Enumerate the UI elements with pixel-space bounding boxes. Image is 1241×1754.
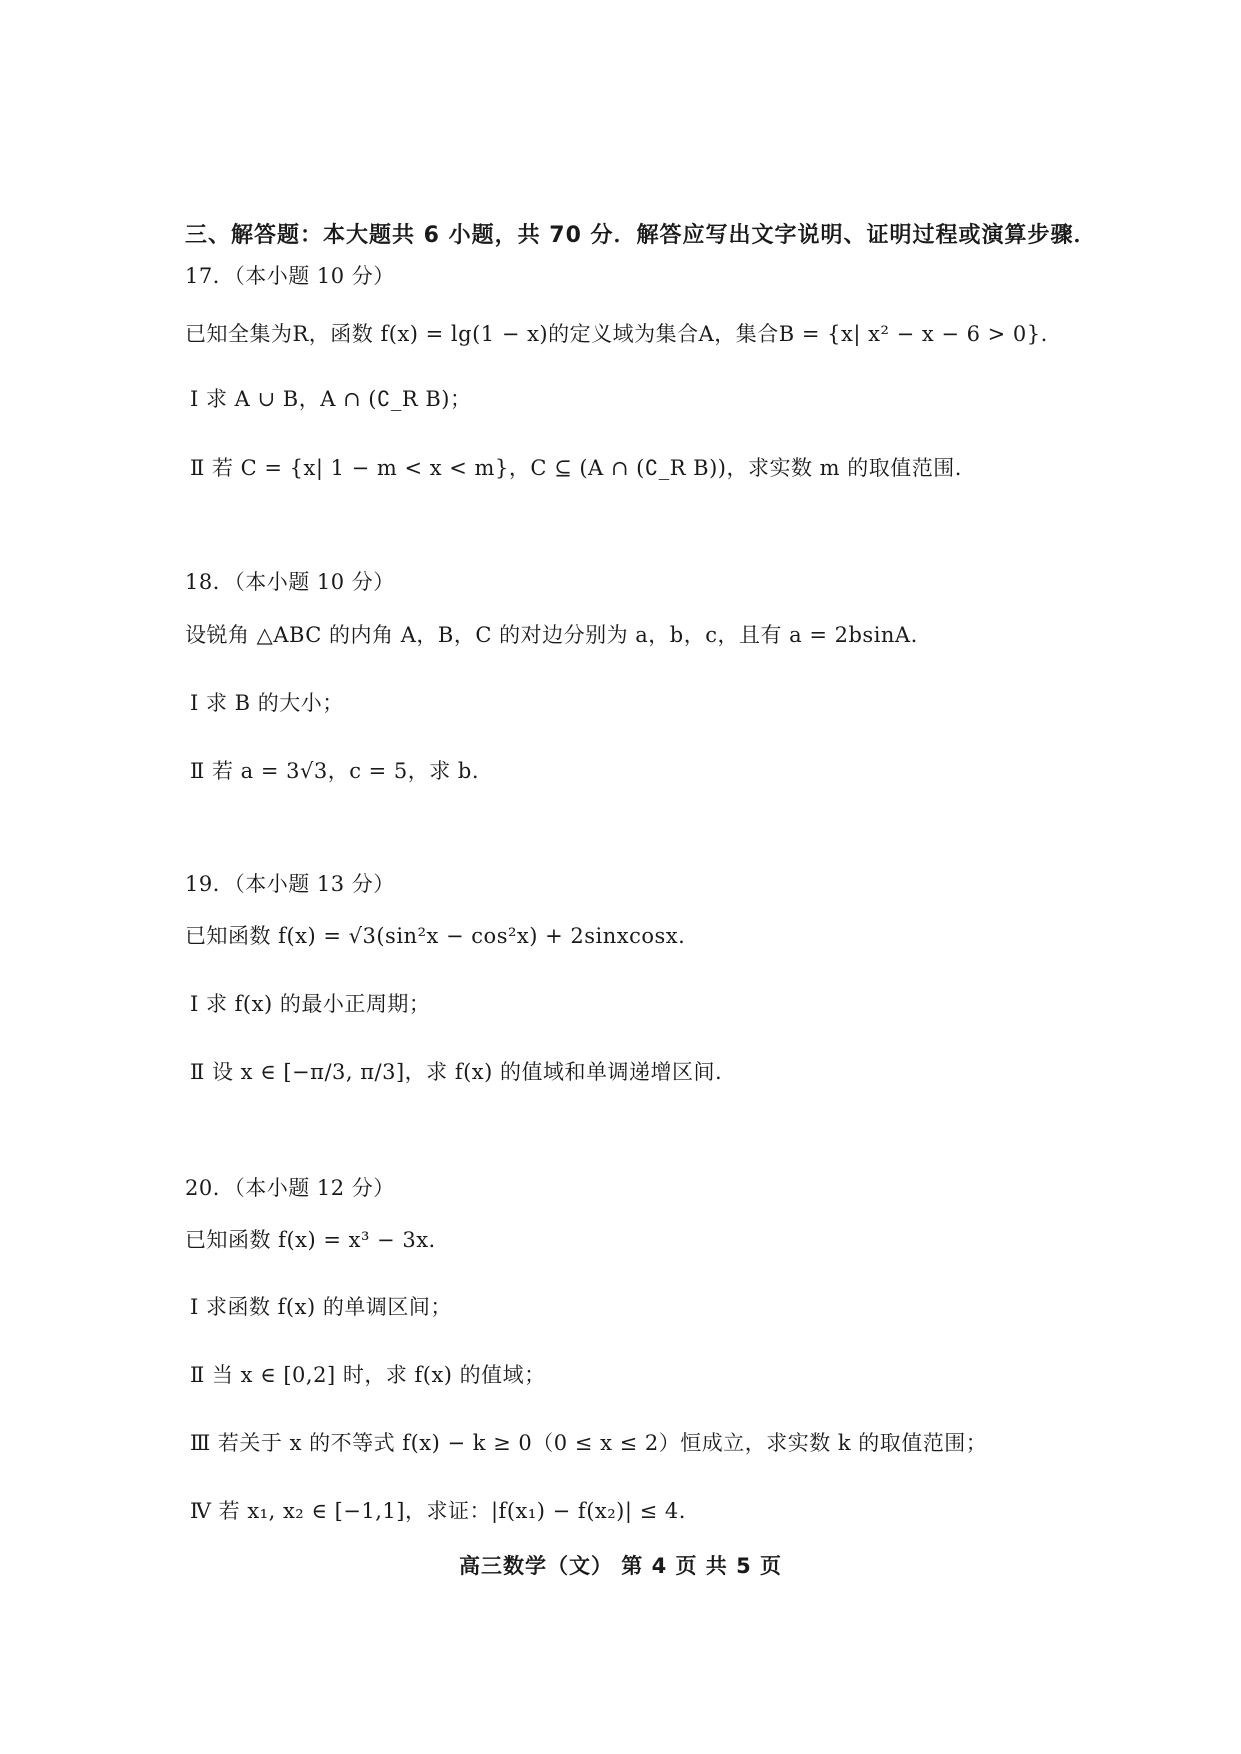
problem-18-part-1: Ⅰ 求 B 的大小； — [190, 691, 344, 715]
problem-20-part-4: Ⅳ 若 x₁, x₂ ∈ [−1,1]，求证：|f(x₁) − f(x₂)| ≤ 4. — [190, 1499, 686, 1523]
problem-19-stem: 已知函数 f(x) = √3(sin²x − cos²x) + 2sinxcosx. — [185, 924, 686, 948]
problem-19-part-1: Ⅰ 求 f(x) 的最小正周期； — [190, 992, 431, 1016]
problem-18-number: 18．（本小题 10 分） — [185, 570, 395, 594]
problem-17-stem: 已知全集为R，函数 f(x) = lg(1 − x)的定义域为集合A，集合B = {x| x² − x − 6 > 0}. — [185, 322, 1048, 346]
problem-20-part-3: Ⅲ 若关于 x 的不等式 f(x) − k ≥ 0（0 ≤ x ≤ 2）恒成立，求实数 k 的取值范围； — [190, 1431, 988, 1455]
problem-19-part-2: Ⅱ 设 x ∈ [−π/3, π/3]，求 f(x) 的值域和单调递增区间. — [190, 1060, 723, 1084]
problem-17-part-2: Ⅱ 若 C = {x| 1 − m < x < m}，C ⊆ (A ∩ (∁_R B))，求实数 m 的取值范围. — [190, 456, 962, 480]
problem-17-part-1: Ⅰ 求 A ∪ B，A ∩ (∁_R B)； — [190, 387, 472, 411]
problem-17-number: 17．（本小题 10 分） — [185, 264, 395, 288]
problem-20-stem: 已知函数 f(x) = x³ − 3x. — [185, 1228, 436, 1252]
problem-20-part-2: Ⅱ 当 x ∈ [0,2] 时，求 f(x) 的值域； — [190, 1363, 546, 1387]
problem-20-number: 20．（本小题 12 分） — [185, 1176, 395, 1200]
problem-20-part-1: Ⅰ 求函数 f(x) 的单调区间； — [190, 1295, 452, 1319]
problem-18-stem: 设锐角 △ABC 的内角 A，B，C 的对边分别为 a，b，c，且有 a = 2bsinA. — [185, 623, 918, 647]
page-footer: 高三数学（文） 第 4 页 共 5 页 — [458, 1554, 783, 1578]
problem-19-number: 19．（本小题 13 分） — [185, 872, 395, 896]
section-header: 三、解答题：本大题共 6 小题，共 70 分．解答应写出文字说明、证明过程或演算步骤． — [185, 223, 1097, 248]
problem-18-part-2: Ⅱ 若 a = 3√3，c = 5，求 b. — [190, 759, 480, 783]
